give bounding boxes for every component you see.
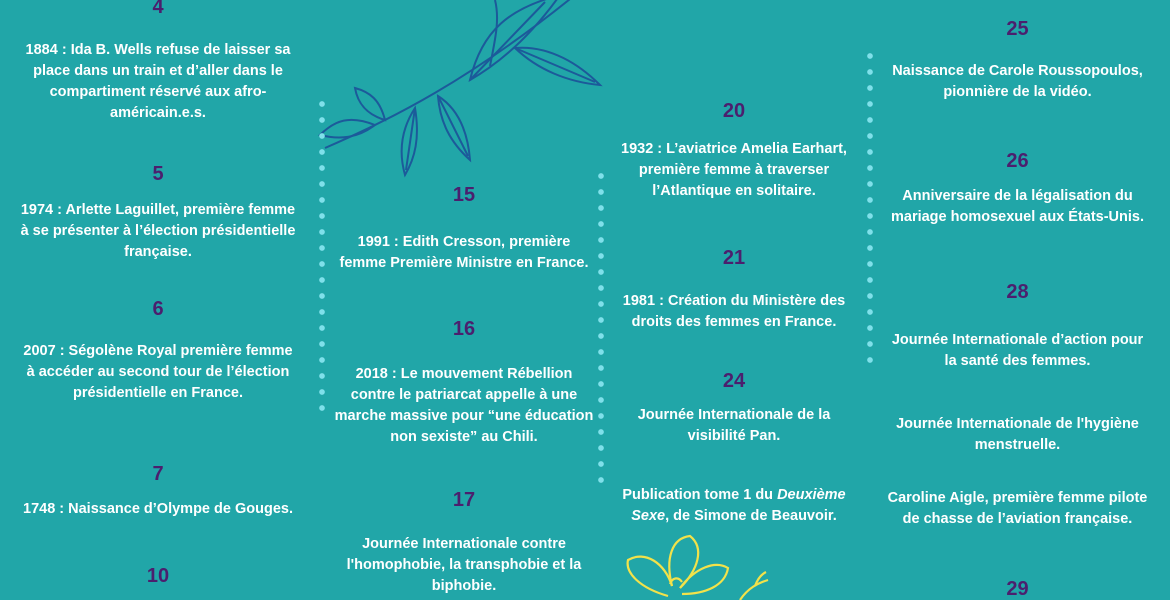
day-number: 7	[152, 463, 164, 485]
day-number: 5	[152, 163, 164, 185]
day-number: 4	[152, 0, 164, 18]
event-text-publication	[612, 485, 856, 527]
day-number: 17	[452, 489, 476, 511]
event-text: 1974 : Arlette Laguillet, première femme à se présenter à l’élection présidentielle française.	[20, 202, 296, 260]
day-number: 6	[152, 298, 164, 320]
event-text: 1884 : Ida B. Wells refuse de laisser sa place dans un train et d’aller dans le compartiment réservé aux afro-américain.e.s.	[25, 42, 291, 121]
day-number: 26	[1006, 150, 1029, 172]
event-text: 1932 : L’aviatrice Amelia Earhart, première femme à traverser l’Atlantique en solitaire.	[621, 141, 847, 199]
event-text: 2007 : Ségolène Royal première femme à accéder au second tour de l’élection présidentielle en France.	[23, 343, 293, 401]
publication-title: Deuxième Sexe	[631, 487, 846, 524]
publication-prefix: Publication tome 1 du	[622, 487, 778, 503]
day-number: 25	[1006, 18, 1029, 40]
day-number: 15	[452, 184, 476, 206]
event-text: 1748 : Naissance d’Olympe de Gouges.	[23, 501, 293, 517]
event-text: 2018 : Le mouvement Rébellion contre le patriarcat appelle à une marche massive pour “une éducation non sexiste” au Chili.	[334, 366, 594, 445]
day-number: 28	[1006, 281, 1029, 303]
leaf-branch-illustration	[320, 0, 610, 175]
day-number: 29	[1006, 578, 1029, 600]
day-number: 24	[722, 370, 746, 392]
event-text: Caroline Aigle, première femme pilote de chasse de l’aviation française.	[887, 490, 1148, 527]
event-text: Journée Internationale d’action pour la santé des femmes.	[891, 332, 1144, 369]
day-number: 21	[722, 247, 746, 269]
event-text: 1981 : Création du Ministère des droits des femmes en France.	[622, 293, 846, 330]
day-number: 20	[722, 100, 746, 122]
flower-illustration	[610, 528, 770, 600]
publication-suffix: , de Simone de Beauvoir.	[665, 508, 837, 524]
day-number: 10	[146, 565, 170, 587]
divider-dots-2	[597, 168, 605, 492]
day-number: 16	[452, 318, 476, 340]
divider-dots-3	[866, 48, 874, 372]
divider-dots-1	[318, 96, 326, 420]
event-text: Journée Internationale de l'hygiène menstruelle.	[896, 416, 1139, 453]
event-text: Naissance de Carole Roussopoulos, pionnière de la vidéo.	[892, 63, 1143, 100]
event-text: Anniversaire de la légalisation du mariage homosexuel aux États-Unis.	[890, 188, 1145, 225]
event-text: 1991 : Edith Cresson, première femme Première Ministre en France.	[339, 234, 589, 271]
event-text: Journée Internationale contre l'homophobie, la transphobie et la biphobie.	[346, 536, 582, 594]
event-text: Journée Internationale de la visibilité Pan.	[637, 407, 831, 444]
